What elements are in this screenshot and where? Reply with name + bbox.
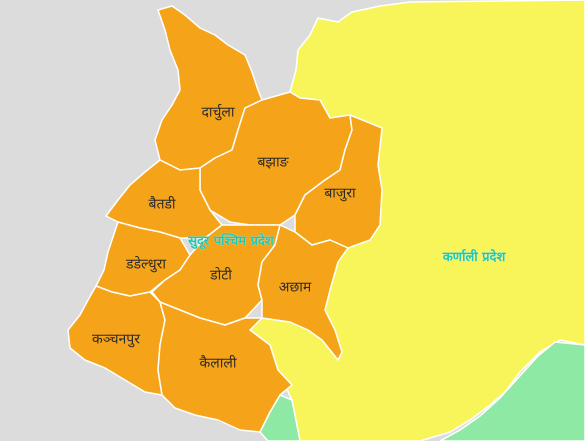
district-label-kanchanpur: कञ्चनपुर: [92, 331, 140, 348]
district-label-dadeldhura: डडेल्धुरा: [126, 256, 166, 273]
province-label-karnali: कर्णाली प्रदेश: [442, 250, 506, 265]
province-label-sudurpashchim: सुदूर पश्चिम प्रदेश: [188, 234, 274, 249]
district-label-kailali: कैलाली: [199, 355, 237, 372]
district-label-darchula: दार्चुला: [201, 104, 235, 121]
district-label-doti: डोटी: [210, 267, 232, 284]
district-label-bajhang: बझाङ: [257, 154, 289, 171]
district-label-bajura: बाजुरा: [324, 185, 356, 202]
district-label-achham: अछाम: [278, 279, 312, 296]
district-label-baitadi: बैतडी: [148, 196, 176, 213]
